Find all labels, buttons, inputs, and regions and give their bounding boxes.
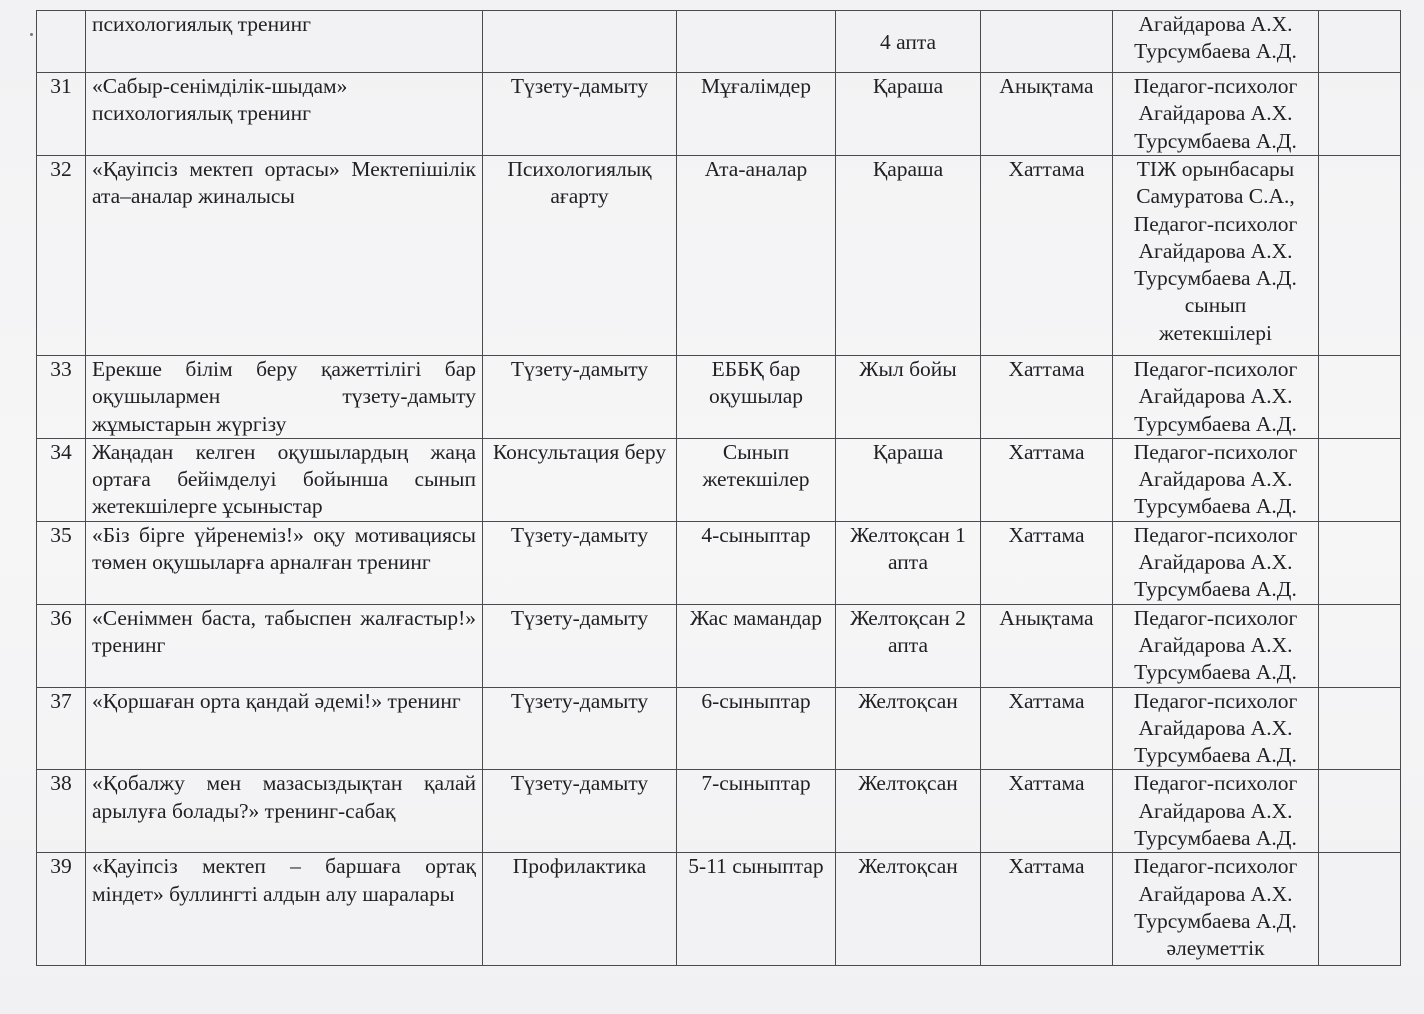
participants: ЕББҚ бар оқушылар <box>677 356 836 439</box>
term: Жыл бойы <box>836 356 981 439</box>
participants: Сынып жетекшілер <box>677 438 836 521</box>
responsible <box>1113 438 1319 521</box>
row-number <box>37 11 86 73</box>
participants: 6-сыныптар <box>677 687 836 770</box>
document-form: Хаттама <box>981 770 1113 853</box>
responsible-line: Агайдарова А.Х. <box>1138 550 1293 575</box>
responsible-line: Агайдарова А.Х. <box>1138 881 1293 906</box>
term: Желтоқсан <box>836 853 981 966</box>
term: Қараша <box>836 156 981 356</box>
note-cell <box>1319 73 1401 156</box>
responsible-line: Турсумбаева А.Д. <box>1134 909 1297 934</box>
direction: Түзету-дамыту <box>483 604 677 687</box>
responsible-line: Агайдарова А.Х. <box>1138 238 1293 263</box>
table-row <box>37 156 1401 356</box>
table-row <box>37 73 1401 156</box>
responsible-line: жетекшілері <box>1158 320 1273 345</box>
participants: 4-сыныптар <box>677 521 836 604</box>
note-cell <box>1319 438 1401 521</box>
document-form: Хаттама <box>981 687 1113 770</box>
participants: 7-сыныптар <box>677 770 836 853</box>
responsible-line: Агайдарова А.Х. <box>1138 101 1293 126</box>
direction: Консультация беру <box>483 438 677 521</box>
direction: Түзету-дамыту <box>483 356 677 439</box>
scan-artifact-dot <box>30 33 33 36</box>
direction: Профилактика <box>483 853 677 966</box>
term: 4 апта <box>836 11 981 73</box>
responsible-line: Педагог-психолог <box>1133 439 1298 464</box>
direction: Түзету-дамыту <box>483 73 677 156</box>
row-number: 32 <box>37 156 86 356</box>
row-number: 33 <box>37 356 86 439</box>
direction <box>483 11 677 73</box>
responsible-line: Педагог-психолог <box>1133 854 1298 879</box>
row-number: 39 <box>37 853 86 966</box>
note-cell <box>1319 770 1401 853</box>
responsible-line: Педагог-психолог <box>1133 605 1298 630</box>
term: Желтоқсан 1 апта <box>836 521 981 604</box>
event-name: «Қобалжу мен мазасыздықтан қалай арылуға болады?» тренинг-сабақ <box>86 770 483 853</box>
responsible-line: Турсумбаева А.Д. <box>1134 266 1297 291</box>
document-form: Хаттама <box>981 521 1113 604</box>
responsible-line: Агайдарова А.Х. <box>1138 12 1293 36</box>
participants: Жас мамандар <box>677 604 836 687</box>
term: Қараша <box>836 438 981 521</box>
responsible-line: Турсумбаева А.Д. <box>1134 494 1297 519</box>
event-name: «Сабыр-сенімділік-шыдам» психологиялық тренинг <box>86 73 483 156</box>
note-cell <box>1319 604 1401 687</box>
responsible-line: Самуратова С.А., <box>1136 184 1295 209</box>
row-number: 36 <box>37 604 86 687</box>
event-name: «Қауіпсіз мектеп – баршаға ортақ міндет» буллингті алдын алу шаралары <box>86 853 483 966</box>
event-name: «Біз бірге үйренеміз!» оқу мотивациясы төмен оқушыларға арналған тренинг <box>86 521 483 604</box>
term: Желтоқсан <box>836 770 981 853</box>
event-name: Жаңадан келген оқушылардың жаңа ортаға бейімделуі бойынша сынып жетекшілерге ұсыныстар <box>86 438 483 521</box>
responsible-line: Педагог-психолог <box>1133 771 1298 796</box>
row-number: 38 <box>37 770 86 853</box>
event-name: Ерекше білім беру қажеттілігі бар оқушылармен түзету-дамыту жұмыстарын жүргізу <box>86 356 483 439</box>
event-name: «Қауіпсіз мектеп ортасы» Мектепішілік ата–аналар жиналысы <box>86 156 483 356</box>
responsible-line: Турсумбаева А.Д. <box>1134 39 1297 64</box>
responsible-line: Турсумбаева А.Д. <box>1134 826 1297 851</box>
participants <box>677 11 836 73</box>
participants: Ата-аналар <box>677 156 836 356</box>
responsible-line: Педагог-психолог <box>1133 688 1298 713</box>
note-cell <box>1319 687 1401 770</box>
table-row <box>37 521 1401 604</box>
responsible-line: Педагог-психолог <box>1133 74 1298 98</box>
responsible-line: Турсумбаева А.Д. <box>1134 743 1297 768</box>
responsible <box>1113 521 1319 604</box>
table-row <box>37 604 1401 687</box>
responsible-line: сынып <box>1184 293 1247 318</box>
responsible-line: Педагог-психолог <box>1133 522 1298 547</box>
table-row <box>37 356 1401 439</box>
note-cell <box>1319 853 1401 966</box>
responsible <box>1113 156 1319 356</box>
responsible-line: Турсумбаева А.Д. <box>1134 660 1297 685</box>
row-number: 34 <box>37 438 86 521</box>
responsible-line: Агайдарова А.Х. <box>1138 632 1293 657</box>
responsible <box>1113 770 1319 853</box>
row-number: 35 <box>37 521 86 604</box>
responsible-line: ТІЖ орынбасары <box>1136 157 1295 181</box>
table-row <box>37 438 1401 521</box>
responsible-line: Педагог-психолог <box>1133 357 1298 381</box>
document-form: Анықтама <box>981 73 1113 156</box>
responsible-line: Агайдарова А.Х. <box>1138 798 1293 823</box>
row-number: 37 <box>37 687 86 770</box>
responsible <box>1113 853 1319 966</box>
document-form: Анықтама <box>981 604 1113 687</box>
document-form <box>981 11 1113 73</box>
responsible-line: әлеуметтік <box>1166 936 1265 961</box>
event-name: «Сеніммен баста, табыспен жалғастыр!» тренинг <box>86 604 483 687</box>
note-cell <box>1319 521 1401 604</box>
responsible-line: Педагог-психолог <box>1133 211 1298 236</box>
responsible <box>1113 73 1319 156</box>
responsible <box>1113 356 1319 439</box>
direction: Түзету-дамыту <box>483 687 677 770</box>
table-row <box>37 770 1401 853</box>
responsible-line: Турсумбаева А.Д. <box>1134 128 1297 153</box>
responsible-line: Агайдарова А.Х. <box>1138 467 1293 492</box>
responsible <box>1113 604 1319 687</box>
row-number: 31 <box>37 73 86 156</box>
table-row <box>37 11 1401 73</box>
participants: 5-11 сыныптар <box>677 853 836 966</box>
document-form: Хаттама <box>981 438 1113 521</box>
direction: Түзету-дамыту <box>483 770 677 853</box>
responsible-line: Турсумбаева А.Д. <box>1134 411 1297 436</box>
note-cell <box>1319 156 1401 356</box>
document-form: Хаттама <box>981 356 1113 439</box>
note-cell <box>1319 356 1401 439</box>
term: Қараша <box>836 73 981 156</box>
responsible-line: Агайдарова А.Х. <box>1138 384 1293 409</box>
participants: Мұғалімдер <box>677 73 836 156</box>
responsible-line: Турсумбаева А.Д. <box>1134 577 1297 602</box>
term: Желтоқсан <box>836 687 981 770</box>
event-name: «Қоршаған орта қандай әдемі!» тренинг <box>86 687 483 770</box>
table-row <box>37 853 1401 966</box>
direction: Түзету-дамыту <box>483 521 677 604</box>
table-body <box>37 11 1401 966</box>
document-form: Хаттама <box>981 156 1113 356</box>
note-cell <box>1319 11 1401 73</box>
responsible <box>1113 11 1319 73</box>
event-name: психологиялық тренинг <box>86 11 483 73</box>
term: Желтоқсан 2 апта <box>836 604 981 687</box>
document-form: Хаттама <box>981 853 1113 966</box>
work-plan-table <box>36 10 1401 966</box>
responsible-line: Агайдарова А.Х. <box>1138 715 1293 740</box>
direction: Психологиялық ағарту <box>483 156 677 356</box>
responsible <box>1113 687 1319 770</box>
table-row <box>37 687 1401 770</box>
